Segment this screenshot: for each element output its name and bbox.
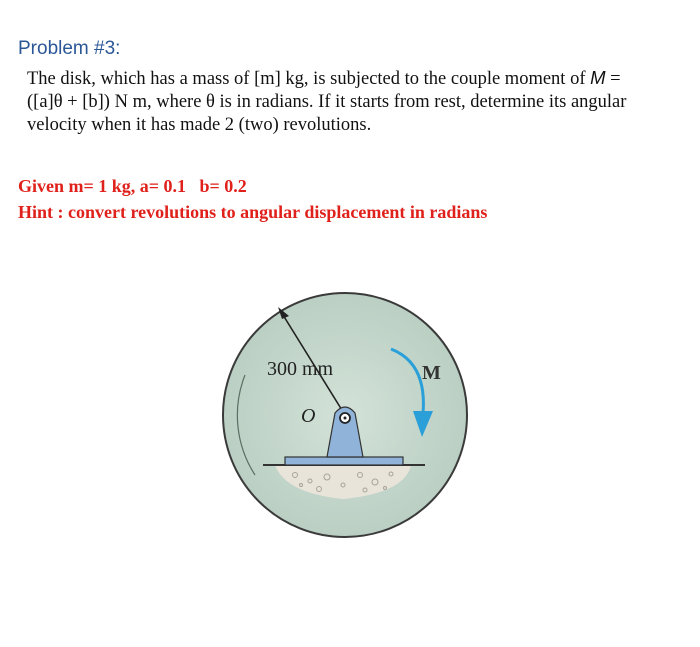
moment-variable: M — [590, 67, 606, 88]
pin-center — [344, 417, 347, 420]
support-base — [285, 457, 403, 465]
problem-line-3: velocity when it has made 2 (two) revolutions. — [27, 115, 372, 135]
problem-line-2: ([a]θ + [b]) N m, where θ is in radians. If it starts from rest, determine its angular — [27, 92, 627, 112]
center-label: O — [301, 405, 316, 427]
radius-label: 300 mm — [267, 358, 334, 380]
problem-line-1: The disk, which has a mass of [m] kg, is subjected to the couple moment of M = — [27, 67, 621, 89]
disk-figure — [215, 285, 475, 545]
problem-statement — [27, 66, 687, 137]
problem-title: Problem #3: — [18, 38, 121, 59]
disk-diagram — [215, 285, 475, 545]
hint-text: Hint : convert revolutions to angular displacement in radians — [18, 202, 488, 222]
given-values: Given m= 1 kg, a= 0.1 b= 0.2 — [18, 176, 247, 196]
moment-label: M — [422, 362, 441, 384]
